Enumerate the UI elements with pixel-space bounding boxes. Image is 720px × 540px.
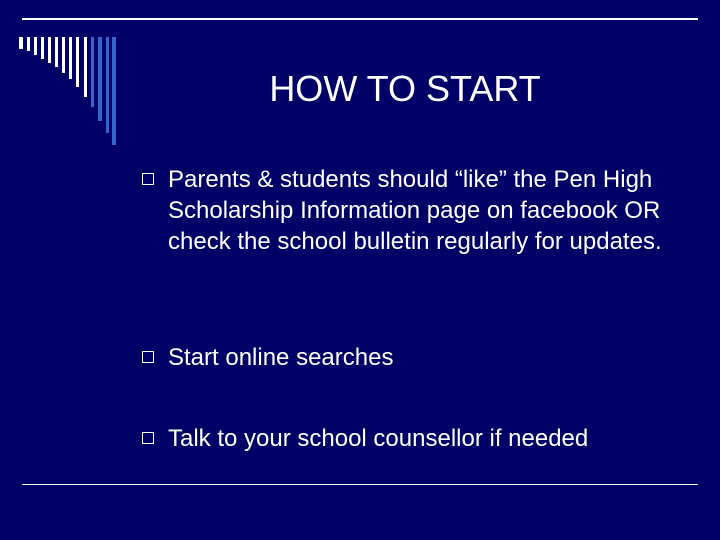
bullet-text: Talk to your school counsellor if needed: [168, 425, 589, 452]
decorative-vertical-bars: [0, 0, 130, 160]
square-bullet-icon: [142, 432, 154, 444]
bullet-text: Start online searches: [168, 344, 394, 371]
bullet-item: [142, 423, 682, 454]
bullet-item: [142, 342, 682, 373]
bullet-item: [142, 164, 682, 257]
slide-title: HOW TO START: [269, 68, 541, 109]
bullet-text: Parents & students should “like” the Pen High Scholarship Information page on facebook OR check the school bulletin regularly for updates.: [168, 166, 662, 255]
square-bullet-icon: [142, 173, 154, 185]
square-bullet-icon: [142, 351, 154, 363]
bottom-divider-line: [22, 484, 698, 485]
